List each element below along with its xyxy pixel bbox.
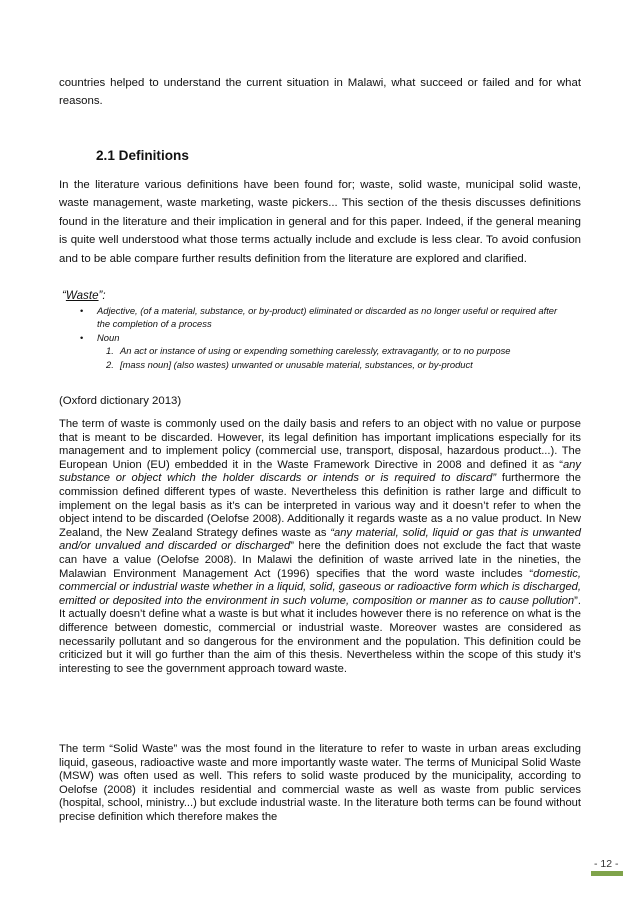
waste-term [62, 289, 106, 302]
nz-quote: “any material, solid, liquid or gas that is unwanted and/or unvalued and discarded or discharged [59, 526, 581, 553]
noun-sense-2-number: 2. [106, 358, 114, 370]
noun-sense-2-text: [mass noun] (also wastes) unwanted or unusable material, substances, or by-product [120, 358, 473, 370]
para3-text-b: furthermore the commission defined different types of waste. Nevertheless this definition is rather large and difficult to implement on the legal basis as it’s can be interpreted in various way and it doesn’t refer to when the object intend to be discarded (Oelofse 2008). Additionally it regards waste as a no value product. In New Zealand, the New Zealand Strategy defines waste as [59, 472, 581, 539]
waste-term-open-quote: “ [62, 289, 66, 302]
intro-paragraph: countries helped to understand the current situation in Malawi, what succeed or failed and for what reasons. [59, 77, 581, 107]
para3-text-a: The term of waste is commonly used on the daily basis and refers to an object with no value or purpose that is meant to be discarded. However, its legal definition has important implications especially for its management and to implement policy (commercial use, transport, disposal, hazardous product...). The European Union (EU) embedded it in the Waste Framework Directive in 2008 and defined it as “ [59, 418, 581, 471]
page-number: - 12 - [594, 858, 619, 870]
noun-sense-1-number: 1. [106, 345, 114, 357]
footer-accent-bar [591, 871, 623, 876]
solid-waste-paragraph: The term “Solid Waste” was the most found in the literature to refer to waste in urban areas excluding liquid, gaseous, radioactive waste and more importantly waste water. The terms of Municipal Solid Waste (MSW) was often used as well. This refers to solid waste produced by the municipality, according to Oelofse (2008) it includes residential and commercial waste as well as waste from public services (hospital, school, ministry...) but exclude industrial waste. In the literature both terms can be found without precise definition which therefore makes the [59, 743, 581, 823]
definitions-paragraph: In the literature various definitions have been found for; waste, solid waste, municipal solid waste, waste management, waste marketing, waste pickers... This section of the thesis discusses definitions found in the literature and their implication in general and for this paper. Indeed, if the general meaning is quite well understood what those terms actually include and exclude is less clear. To avoid confusion and to be able compare further results definition from the literature are explored and clarified. [59, 179, 581, 265]
section-heading: 2.1 Definitions [96, 148, 189, 163]
para3-text-c: ” here the definition does not exclude the fact that waste can have a value (Oelofse 2008). In Malawi the definition of waste arrived late in the nineties, the Malawian Environment Management Act (1996) specifies that the word waste includes “ [59, 540, 581, 580]
definition-noun-text: Noun [97, 331, 120, 343]
dictionary-source: (Oxford dictionary 2013) [59, 395, 182, 407]
waste-definition-paragraph [59, 418, 581, 676]
eu-quote: any substance or object which the holder discards or intends or is required to discard” [59, 458, 581, 485]
noun-sense-2 [64, 358, 564, 371]
definition-adjective [64, 304, 564, 331]
noun-sense-1 [64, 344, 564, 357]
definition-noun [64, 331, 564, 344]
malawi-quote: domestic, commercial or industrial waste whether in a liquid, solid, gaseous or radioactive form which is discharged, emitted or deposited into the environment in such volume, composition or manner as to cause pollution [59, 567, 581, 607]
waste-term-word: Waste [65, 289, 99, 302]
waste-term-close-quote: ”: [98, 289, 106, 302]
noun-sense-1-text: An act or instance of using or expending something carelessly, extravagantly, or to no purpose [120, 345, 511, 357]
bullet-icon: • [80, 331, 84, 343]
bullet-icon: • [80, 305, 84, 316]
definition-adjective-text: Adjective, (of a material, substance, or by-product) eliminated or discarded as no longer useful or required after the completion of a process [97, 305, 558, 330]
dictionary-definitions [64, 304, 564, 371]
para3-text-d: ”. It actually doesn’t define what a waste is but what it includes however there is no reference on what is the difference between domestic, commercial or industrial waste. Moreover wastes are considered as necessarily pollutant and so dangerous for the environment and the population. This definition could be criticized but it will go further than the aim of this thesis. Nevertheless within the scope of this study it’s interesting to see the government approach toward waste. [59, 594, 581, 675]
